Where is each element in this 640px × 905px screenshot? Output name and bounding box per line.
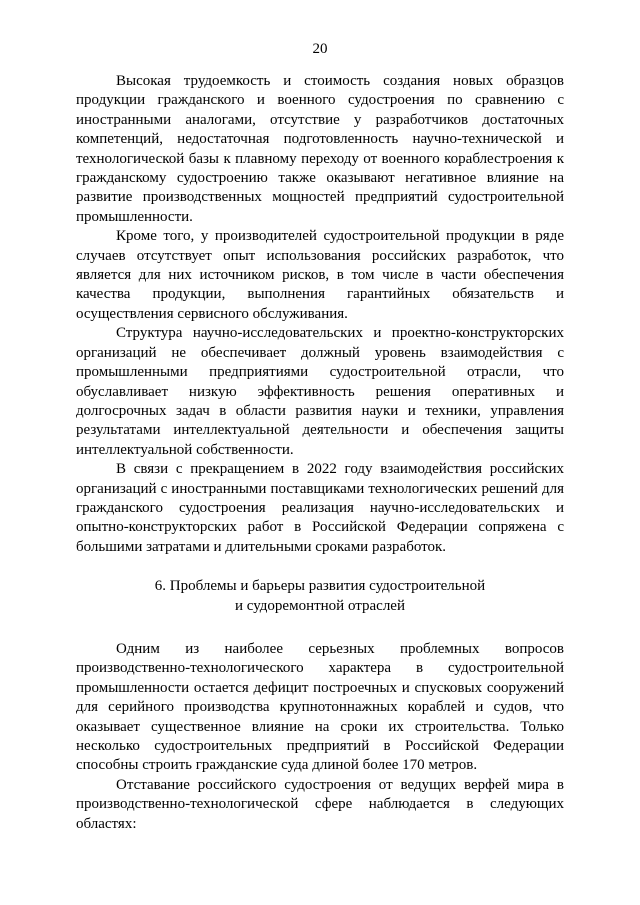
section-heading-line-2: и судоремонтной отраслей (235, 597, 405, 614)
section-heading-line-1: 6. Проблемы и барьеры развития судостроительной (154, 578, 486, 595)
paragraph-6: Отставание российского судостроения от ведущих верфей мира в производственно-технологической сфере наблюдается в следующих областях: (76, 776, 564, 832)
paragraph-3: Структура научно-исследовательских и проектно-конструкторских организаций не обеспечивает должный уровень взаимодействия с промышленными предприятиями судостроительной отрасли, что обуславливает низкую эффективность решения оперативных и долгосрочных задач в области развития науки и техники, управления результатами интеллектуальной деятельности и обеспечения защиты интеллектуальной собственности. (76, 325, 564, 458)
paragraph-2: Кроме того, у производителей судостроительной продукции в ряде случаев отсутствует опыт использования российских разработок, что является для них источником рисков, в том числе в части обеспечения качества продукции, выполнения гарантийных обязательств и осуществления сервисного обслуживания. (76, 228, 564, 322)
paragraph-5: Одним из наиболее серьезных проблемных вопросов производственно-технологического характера в судостроительной промышленности остается дефицит построечных и спусковых сооружений для серийного производства крупнотоннажных кораблей и судов, что оказывает существенное влияние на сроки их строительства. Только несколько судостроительных предприятий в Российской Федерации способны строить гражданские суда длиной более 170 метров. (76, 640, 564, 774)
document-body (76, 72, 564, 834)
page-number: 20 (312, 41, 328, 57)
paragraph-4: В связи с прекращением в 2022 году взаимодействия российских организаций с иностранными поставщиками технологических решений для гражданского судостроения реализация научно-исследовательских и опытно-конструкторских работ в Российской Федерации сопряжена с большими затратами и длительными сроками разработок. (76, 461, 564, 555)
section-heading (76, 577, 564, 616)
paragraph-1: Высокая трудоемкость и стоимость создания новых образцов продукции гражданского и военного судостроения по сравнению с иностранными аналогами, отсутствие у разработчиков достаточных компетенций, недостаточная подготовленность научно-технической и технологической базы к плавному переходу от военного кораблестроения к гражданскому судостроению также оказывают негативное влияние на развитие производственных мощностей предприятий судостроительной промышленности. (76, 73, 564, 225)
